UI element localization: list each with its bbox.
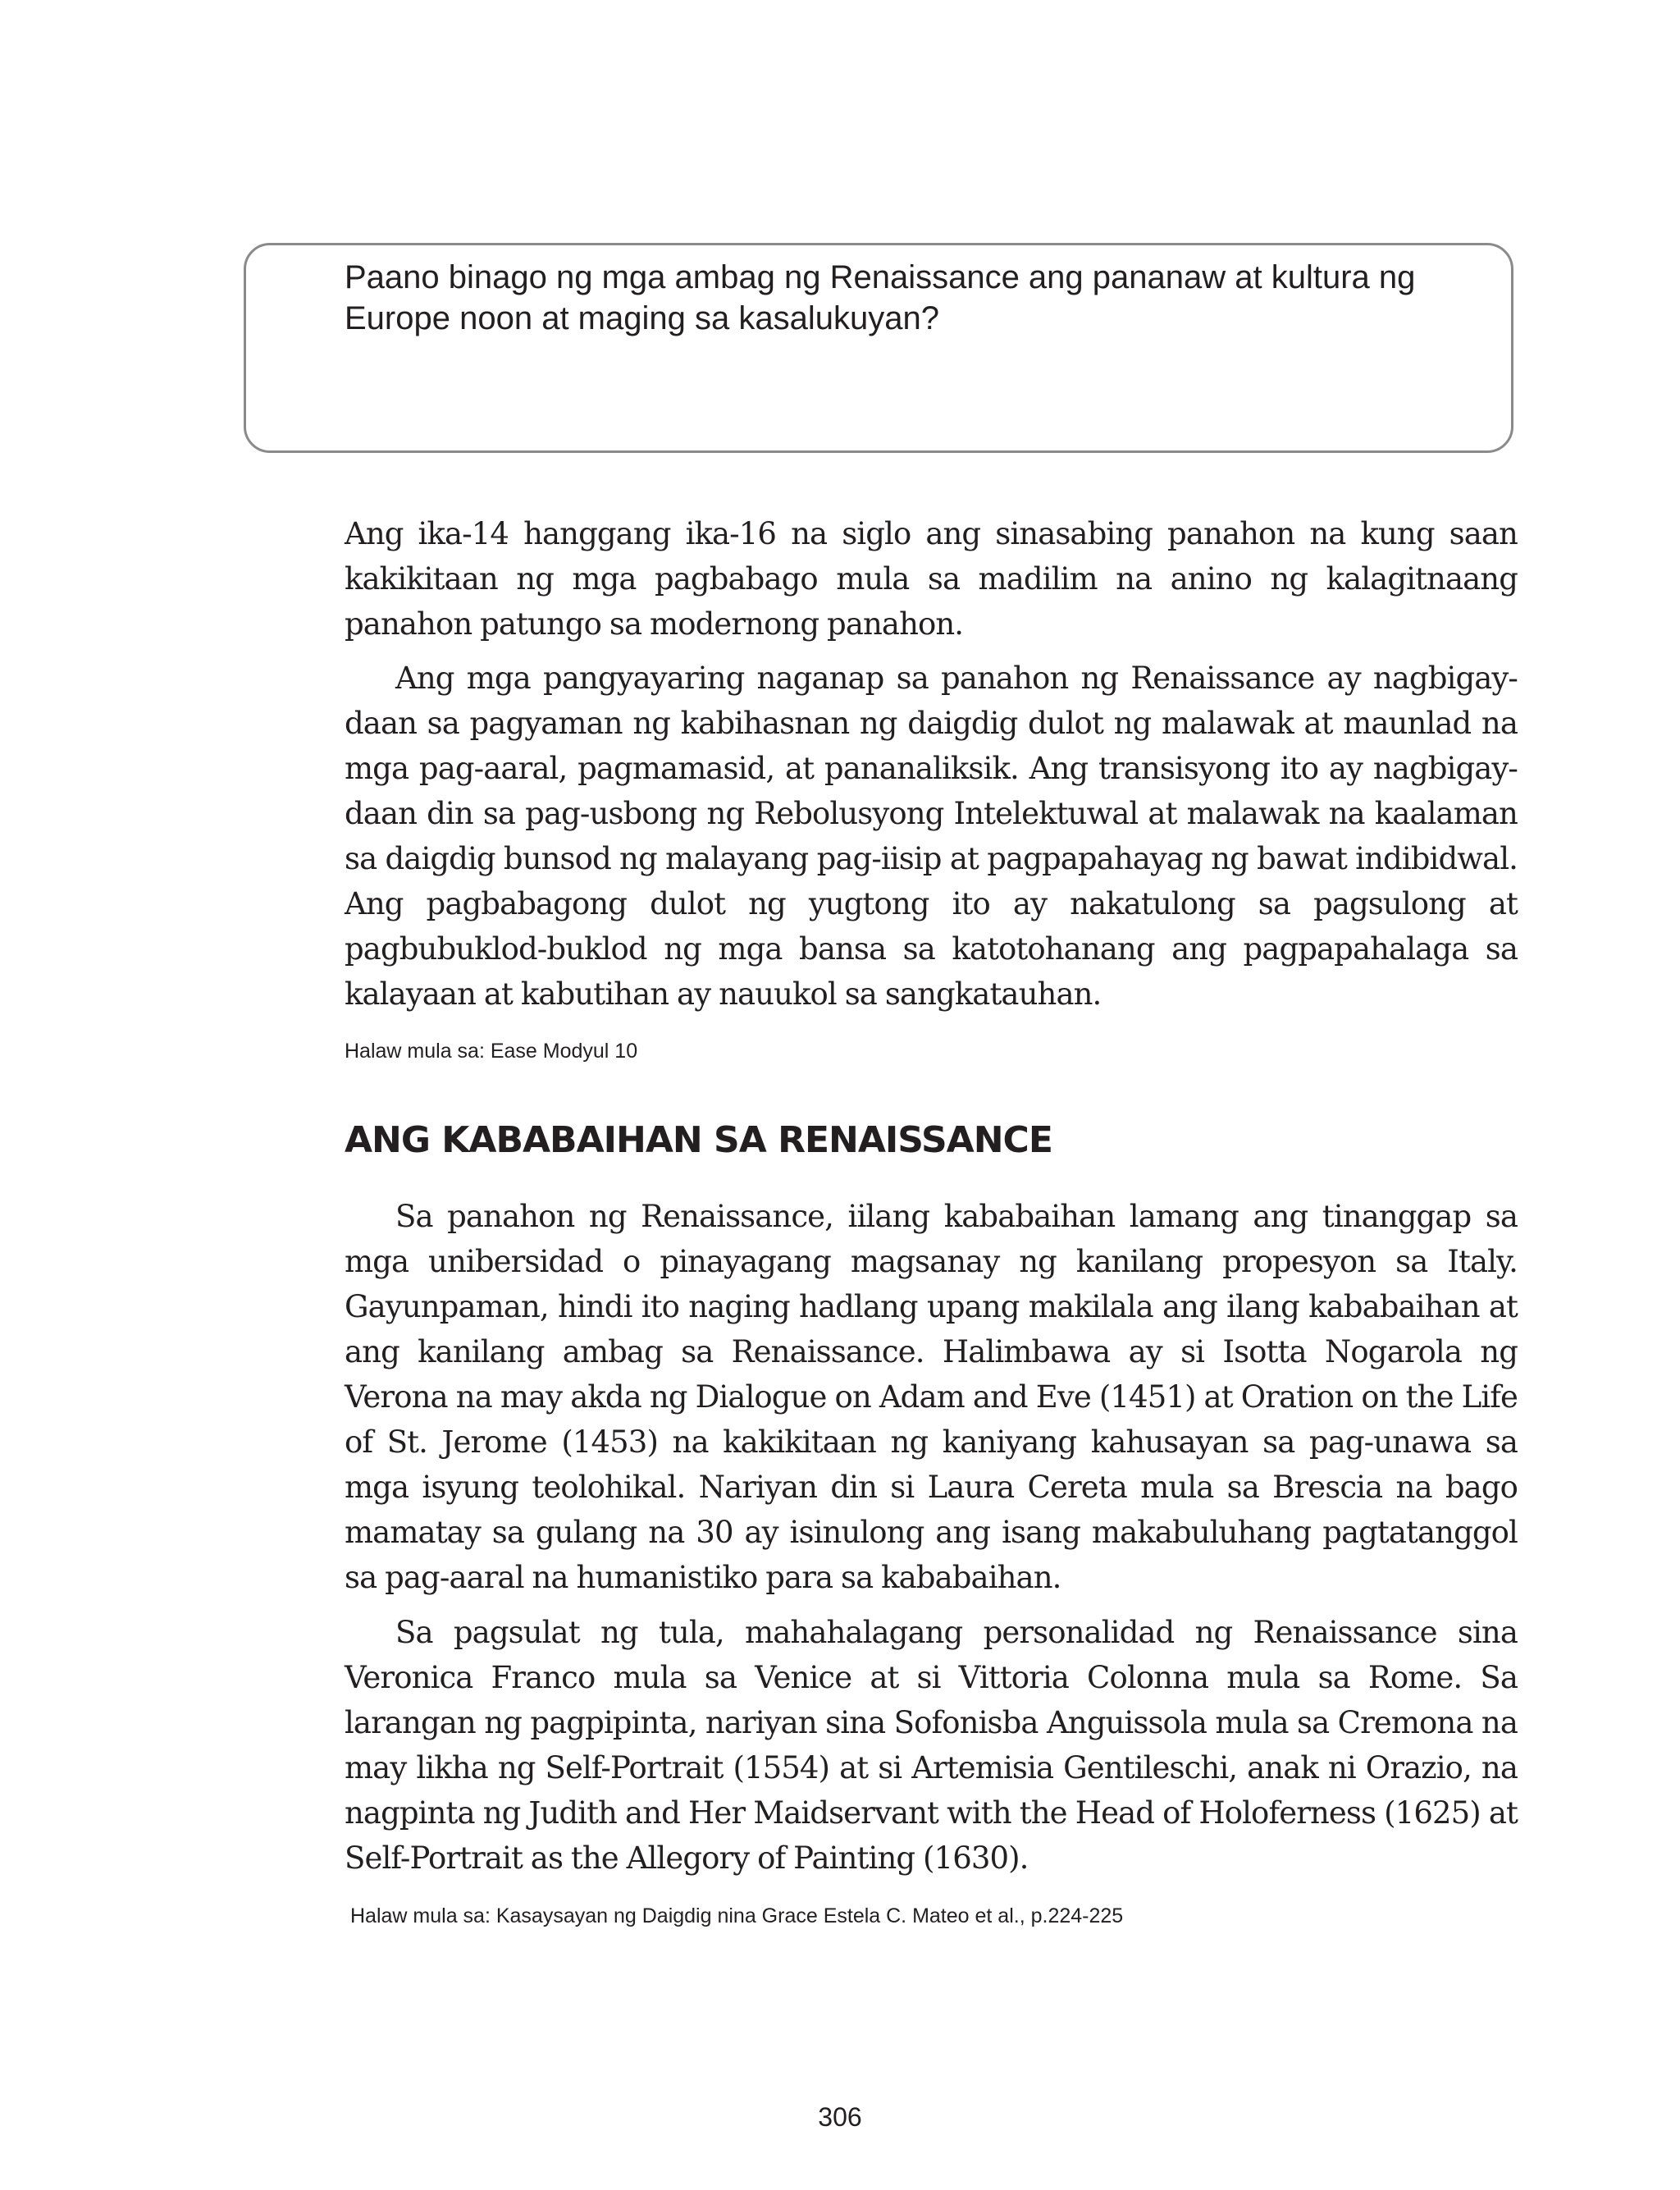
intro-paragraph-1: Ang ika-14 hanggang ika-16 na siglo ang sinasabing panahon na kung saan kakikitaan ng mga pagbabago mula sa madilim na anino ng kalagitnaang panahon patungo sa modernong panahon.: [345, 516, 1518, 642]
page-number: 306: [818, 2102, 862, 2132]
section-paragraph-2: Sa pagsulat ng tula, mahahalagang personalidad ng Renaissance sina Veronica Franco mula sa Venice at si Vittoria Colonna mula sa Rome. Sa larangan ng pagpipinta, nariyan sina Sofonisba Anguissola mula sa Cremona na may likha ng Self-Portrait (1554) at si Artemisia Gentileschi, anak ni Orazio, na nagpinta ng Judith and Her Maidservant with the Head of Holoferness (1625) at Self-Portrait as the Allegory of Painting (1630).: [345, 1615, 1518, 1876]
intro-paragraph-2: Ang mga pangyayaring naganap sa panahon ng Renaissance ay nagbigay-daan sa pagyaman ng kabihasnan ng daigdig dulot ng malawak at maunlad na mga pag-aaral, pagmamasid, at pananaliksik. Ang transisyong ito ay nagbigay-daan din sa pag-usbong ng Rebolusyong Intelektuwal at malawak na kaalaman sa daigdig bunsod ng malayang pag-iisip at pagpapahayag ng bawat indibidwal. Ang pagbabagong dulot ng yugtong ito ay nakatulong sa pagsulong at pagbubuklod-buklod ng mga bansa sa katotohanang ang pagpapahalaga sa kalayaan at kabutihan ay nauukol sa sangkatauhan.: [345, 661, 1518, 1012]
focus-question: Paano binago ng mga ambag ng Renaissance ang pananaw at kultura ng Europe noon at maging sa kasalukuyan?: [345, 259, 1416, 336]
section-source-note: Halaw mula sa: Kasaysayan ng Daigdig nina Grace Estela C. Mateo et al., p.224-225: [350, 1904, 1124, 1927]
section-heading: ANG KABABAIHAN SA RENAISSANCE: [345, 1119, 1052, 1161]
section-paragraph-1: Sa panahon ng Renaissance, iilang kababaihan lamang ang tinanggap sa mga unibersidad o pinayagang magsanay ng kanilang propesyon sa Italy. Gayunpaman, hindi ito naging hadlang upang makilala ang ilang kababaihan at ang kanilang ambag sa Renaissance. Halimbawa ay si Isotta Nogarola ng Verona na may akda ng Dialogue on Adam and Eve (1451) at Oration on the Life of St. Jerome (1453) na kakikitaan ng kaniyang kahusayan sa pag-unawa sa mga isyung teolohikal. Nariyan din si Laura Cereta mula sa Brescia na bago mamatay sa gulang na 30 ay isinulong ang isang makabuluhang pagtatanggol sa pag-aaral na humanistiko para sa kababaihan.: [345, 1199, 1518, 1595]
intro-source-note: Halaw mula sa: Ease Modyul 10: [345, 1040, 638, 1063]
